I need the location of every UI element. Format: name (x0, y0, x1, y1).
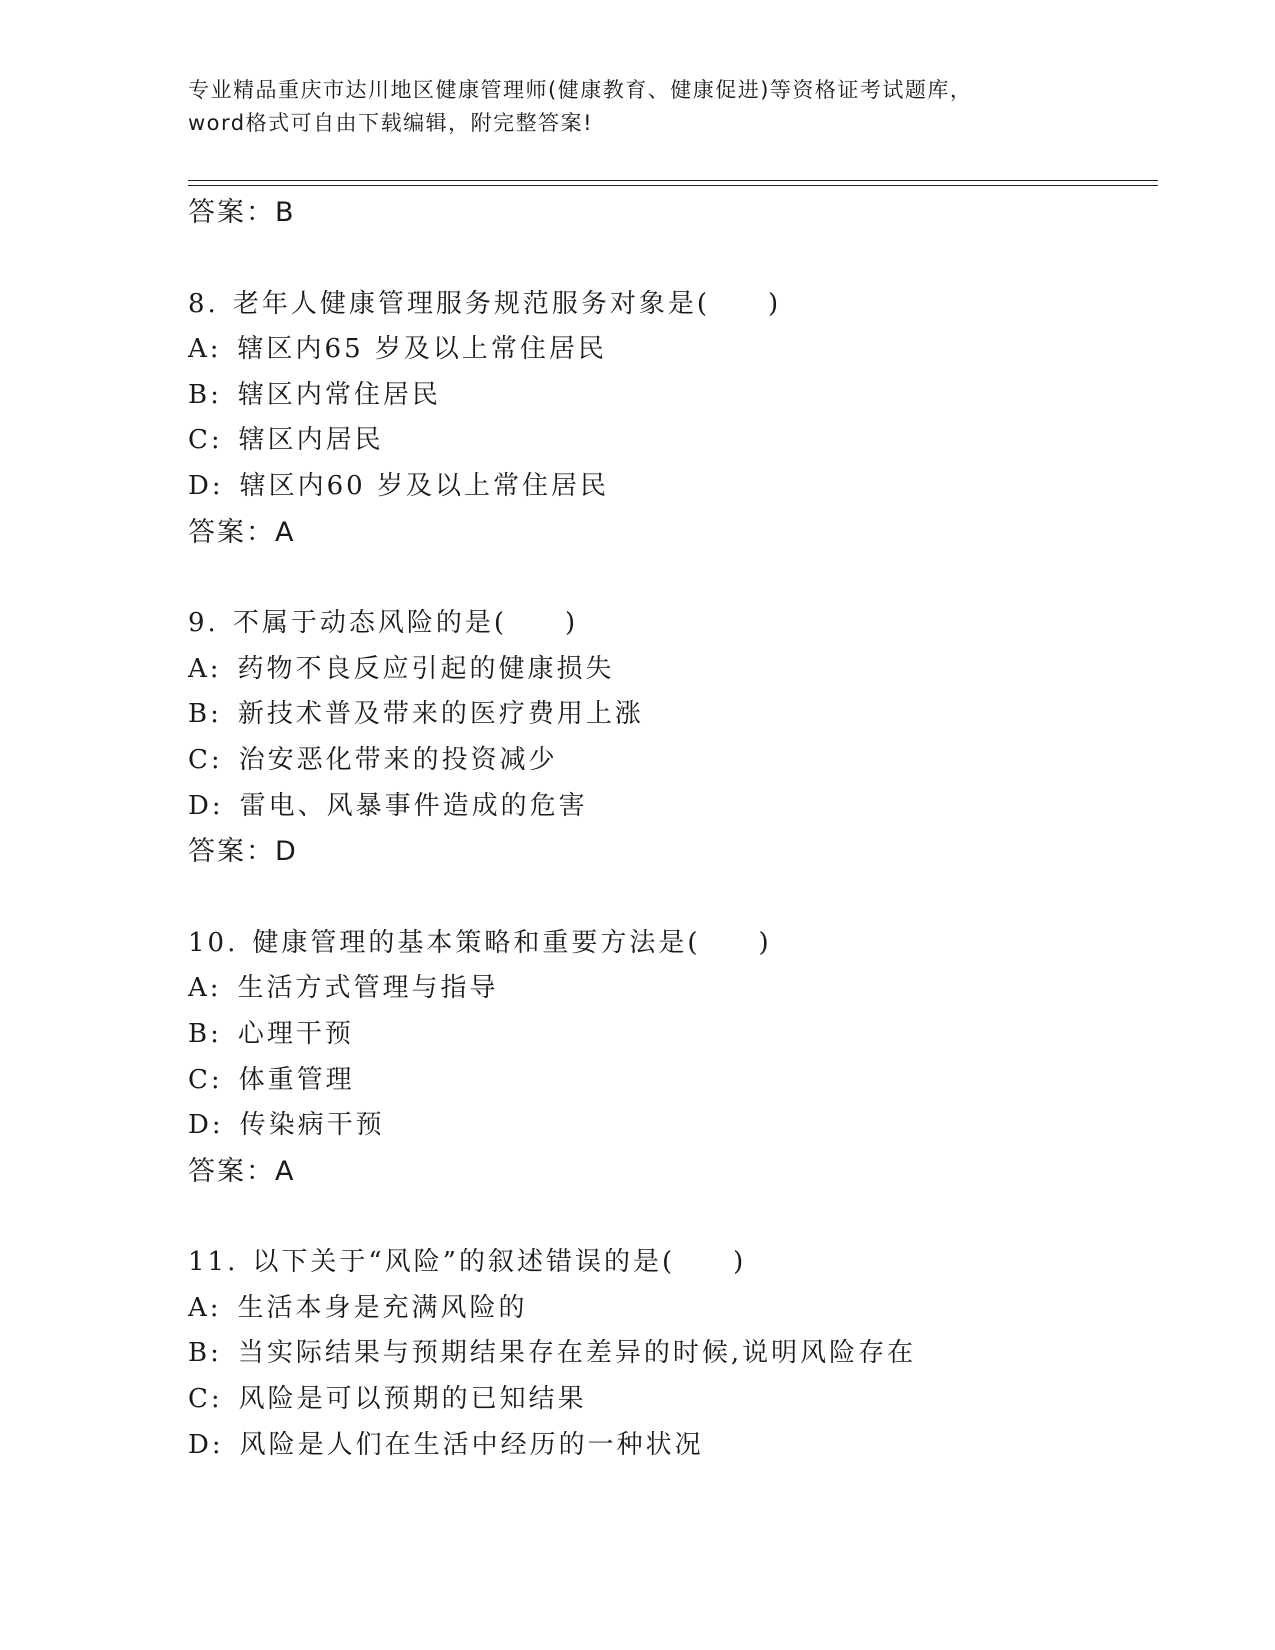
option-key: D: (188, 470, 224, 501)
spacer (188, 1194, 1168, 1240)
option-d (188, 464, 1168, 510)
header-line-2: word格式可自由下载编辑，附完整答案! (188, 111, 594, 135)
option-b (188, 373, 1168, 419)
option-text: 风险是人们在生活中经历的一种状况 (239, 1429, 704, 1460)
option-key: A: (188, 653, 222, 684)
option-c (188, 1058, 1168, 1104)
question-number: 8. (188, 288, 219, 319)
option-text: 生活本身是充满风险的 (237, 1292, 528, 1323)
document-header (188, 74, 1088, 140)
option-text: 体重管理 (238, 1064, 355, 1095)
question-text: 以下关于“风险”的叙述错误的是( ) (252, 1247, 747, 1278)
option-key: B: (188, 699, 222, 730)
question-stem (188, 1240, 1168, 1286)
question-block (188, 601, 1168, 875)
option-c (188, 1377, 1168, 1423)
option-c (188, 418, 1168, 464)
option-text: 心理干预 (237, 1018, 354, 1049)
option-key: C: (188, 1064, 223, 1095)
question-text: 不属于动态风险的是( ) (232, 608, 579, 639)
question-stem (188, 921, 1168, 967)
option-d (188, 1423, 1168, 1469)
option-key: C: (188, 425, 223, 456)
question-stem (188, 601, 1168, 647)
question-block (188, 1240, 1168, 1468)
option-key: A: (188, 334, 222, 365)
question-number: 10. (188, 927, 239, 958)
option-text: 辖区内常住居民 (237, 379, 441, 410)
question-number: 9. (188, 608, 219, 639)
question-number: 11. (188, 1247, 239, 1278)
option-key: B: (188, 1018, 222, 1049)
question-stem (188, 282, 1168, 328)
option-text: 新技术普及带来的医疗费用上涨 (237, 699, 644, 730)
answer-line: 答案：A (188, 1155, 296, 1187)
option-key: D: (188, 1110, 224, 1141)
spacer (188, 555, 1168, 601)
header-line-1: 专业精品重庆市达川地区健康管理师(健康教育、健康促进)等资格证考试题库， (188, 78, 973, 102)
option-key: C: (188, 744, 223, 775)
option-text: 当实际结果与预期结果存在差异的时候,说明风险存在 (237, 1338, 917, 1369)
question-text: 老年人健康管理服务规范服务对象是( ) (232, 288, 782, 319)
option-key: C: (188, 1384, 223, 1415)
question-block (188, 282, 1168, 556)
answer-line: 答案：A (188, 516, 296, 548)
option-text: 治安恶化带来的投资减少 (238, 744, 558, 775)
answer-line: 答案：D (188, 836, 298, 868)
option-text: 生活方式管理与指导 (237, 973, 499, 1004)
option-d (188, 1103, 1168, 1149)
option-key: A: (188, 1292, 222, 1323)
option-text: 辖区内居民 (238, 425, 384, 456)
header-rule-bottom (188, 185, 1158, 186)
option-text: 雷电、风暴事件造成的危害 (239, 790, 588, 821)
option-text: 风险是可以预期的已知结果 (238, 1384, 587, 1415)
option-a (188, 327, 1168, 373)
question-text: 健康管理的基本策略和重要方法是( ) (252, 927, 772, 958)
option-key: B: (188, 1338, 222, 1369)
option-key: D: (188, 1429, 224, 1460)
option-a (188, 647, 1168, 693)
option-b (188, 1012, 1168, 1058)
header-rule-top (188, 180, 1158, 181)
spacer (188, 875, 1168, 921)
option-key: A: (188, 973, 222, 1004)
question-list (188, 190, 1168, 1468)
option-c (188, 738, 1168, 784)
option-b (188, 1331, 1168, 1377)
option-key: D: (188, 790, 224, 821)
previous-answer: 答案：B (188, 197, 296, 228)
option-text: 辖区内65 岁及以上常住居民 (237, 334, 607, 365)
spacer (188, 236, 1168, 282)
option-a (188, 966, 1168, 1012)
option-text: 传染病干预 (239, 1110, 385, 1141)
option-text: 药物不良反应引起的健康损失 (237, 653, 615, 684)
option-key: B: (188, 379, 222, 410)
option-d (188, 784, 1168, 830)
question-block (188, 921, 1168, 1195)
option-b (188, 692, 1168, 738)
option-text: 辖区内60 岁及以上常住居民 (239, 470, 609, 501)
option-a (188, 1286, 1168, 1332)
